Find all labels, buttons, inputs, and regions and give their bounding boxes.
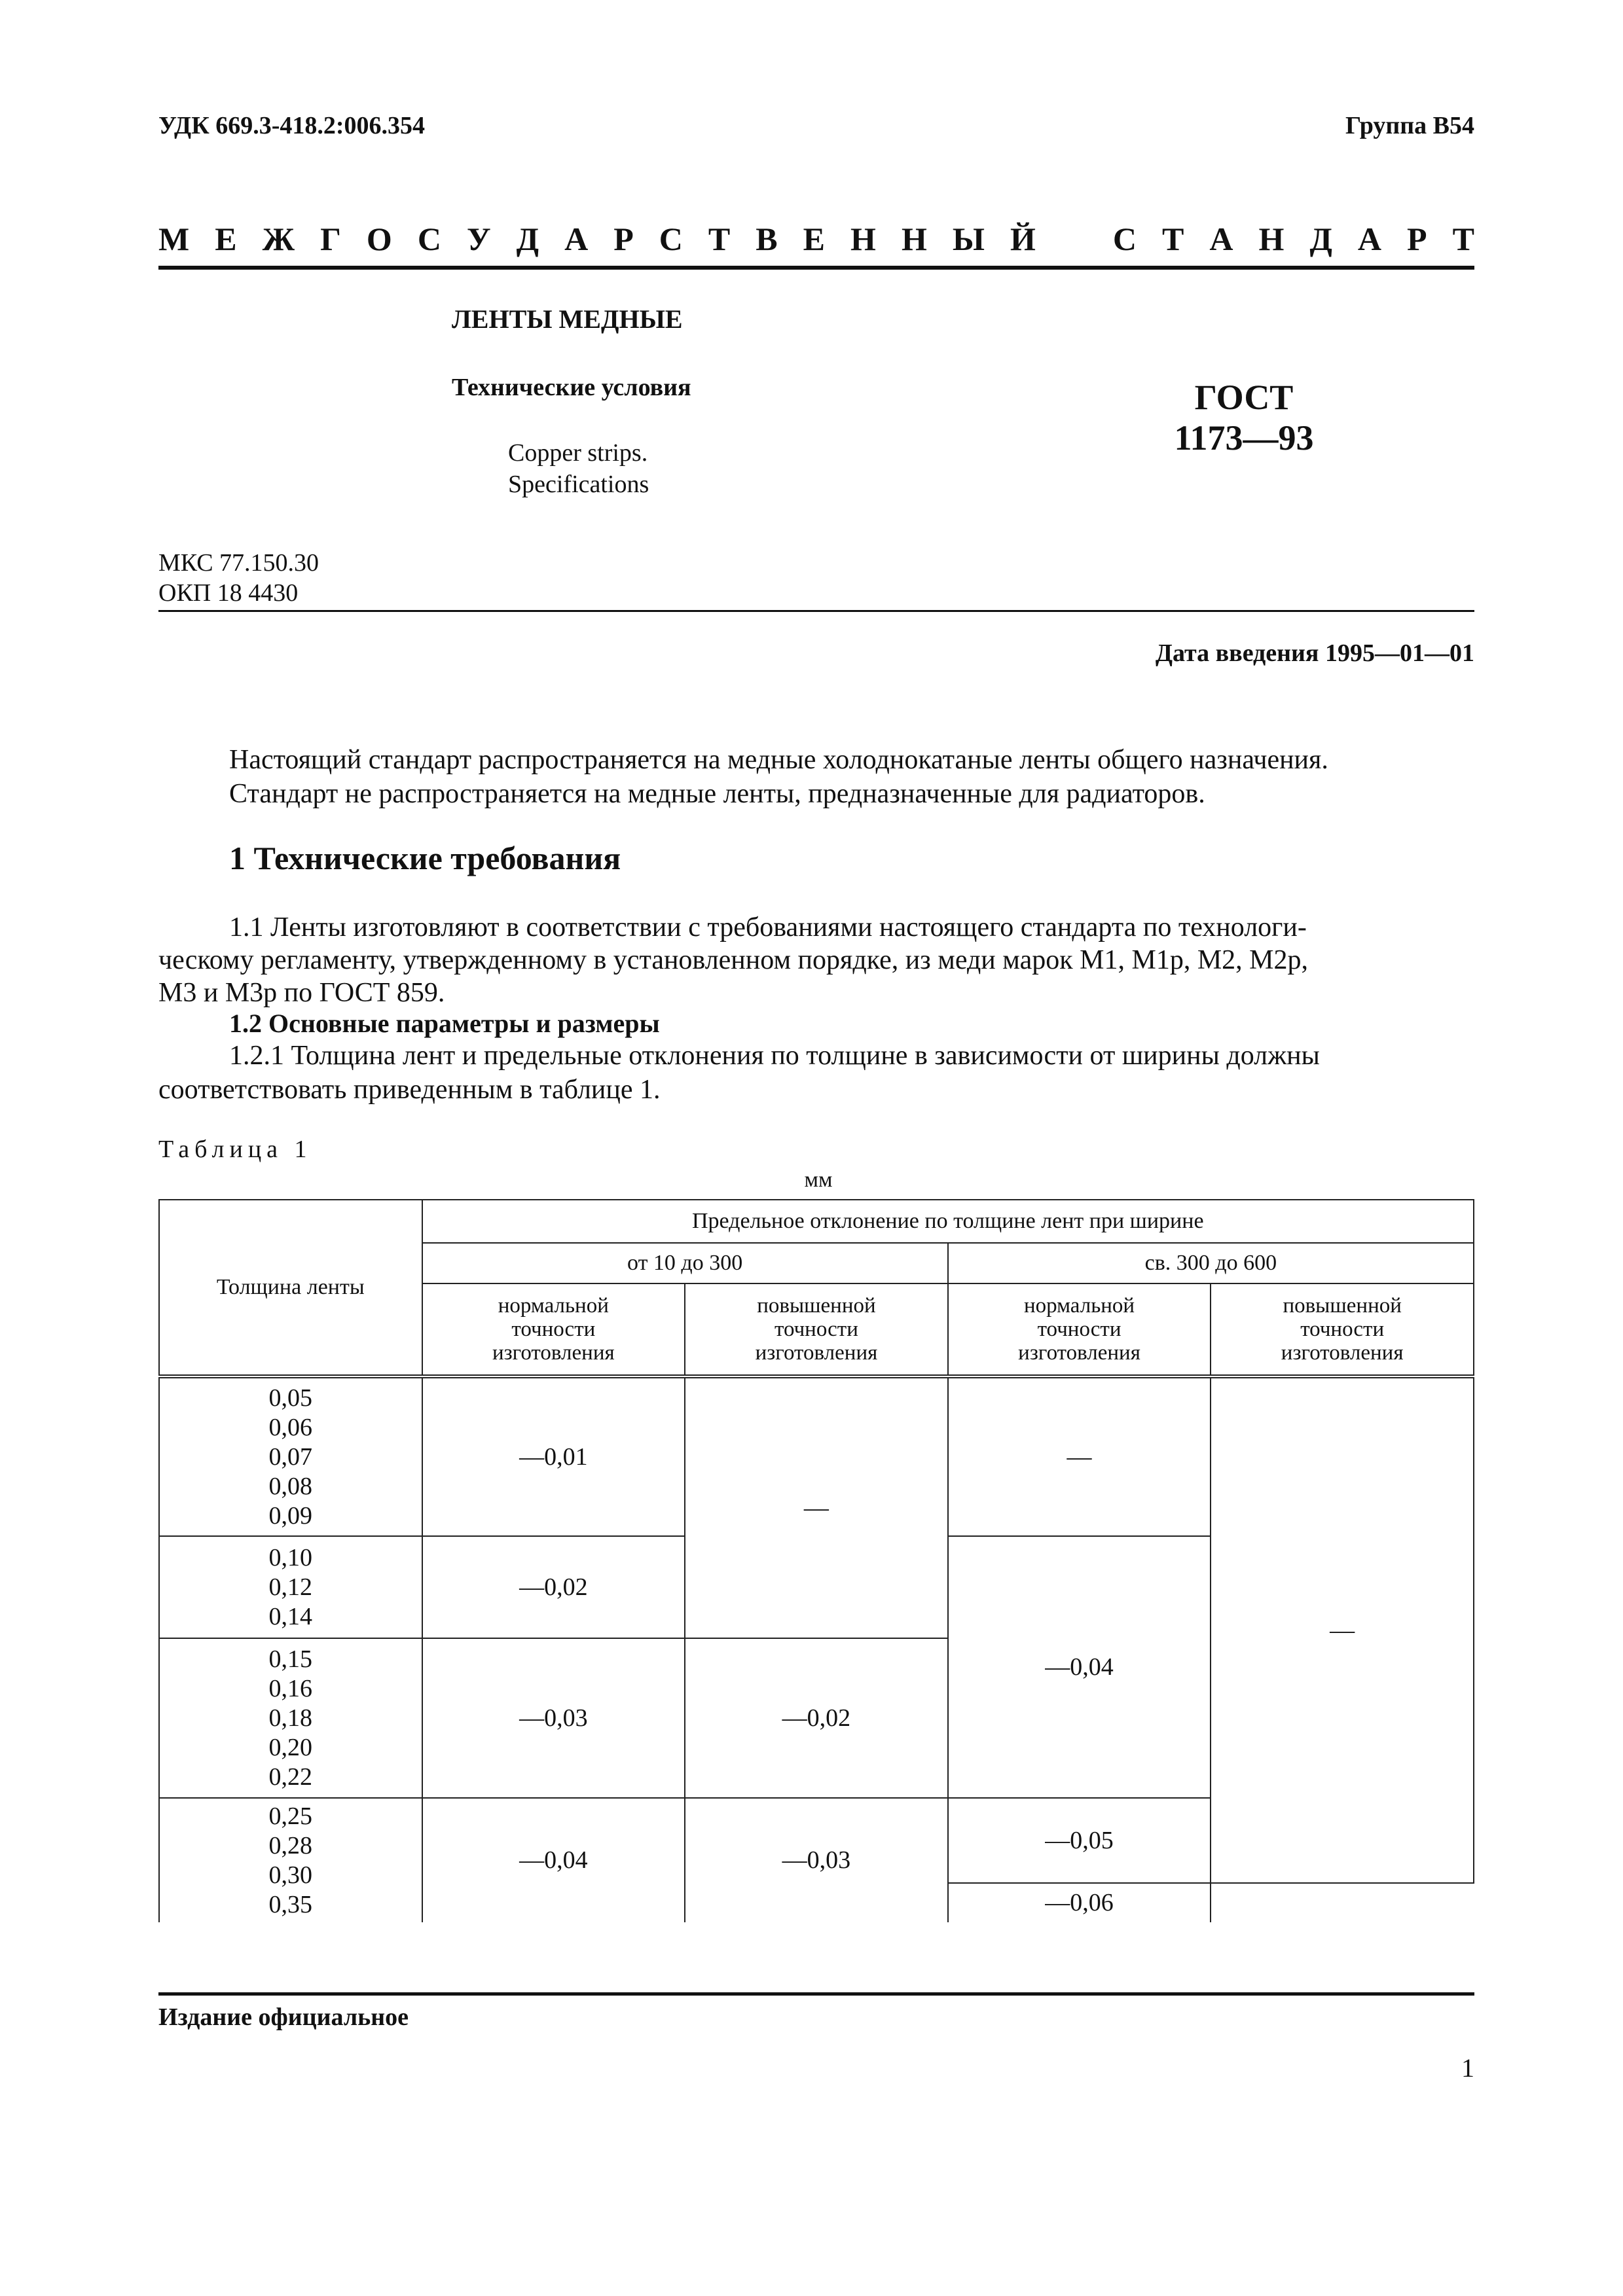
letter: А	[1209, 221, 1233, 257]
tolerance-cell: —0,02	[422, 1536, 685, 1638]
section-heading: 1 Технические требования	[229, 840, 621, 876]
thickness-cell	[159, 1638, 422, 1798]
thickness-cell	[159, 1376, 422, 1536]
tolerance-cell: —0,04	[948, 1536, 1211, 1798]
page-number: 1	[1461, 2053, 1474, 2083]
thickness-column-header: Толщина ленты	[159, 1200, 422, 1376]
standard-type-heading	[158, 220, 1474, 258]
thickness-value: 0,22	[268, 1763, 312, 1791]
thickness-value: 0,08	[268, 1472, 312, 1500]
subheader-text: изготовления	[755, 1341, 878, 1365]
gost-label: ГОСТ	[1194, 378, 1294, 417]
letter: Р	[613, 221, 634, 257]
letter: Т	[708, 221, 731, 257]
thickness-value: 0,15	[268, 1645, 312, 1673]
thickness-value: 0,20	[268, 1733, 312, 1761]
letter: Ы	[952, 221, 985, 257]
subheader-text: нормальной	[498, 1294, 609, 1318]
letter: В	[756, 221, 778, 257]
letter: Р	[1407, 221, 1427, 257]
subheader-text: изготовления	[1281, 1341, 1404, 1365]
letter: Т	[1162, 221, 1184, 257]
okp-code: ОКП 18 4430	[158, 579, 299, 607]
letter: Е	[803, 221, 825, 257]
letter: С	[659, 221, 683, 257]
thickness-value: 0,10	[268, 1543, 312, 1571]
thickness-value: 0,25	[268, 1802, 312, 1830]
letter: Д	[1309, 221, 1332, 257]
subheader-text: точности	[511, 1318, 596, 1341]
tolerance-cell: —	[1211, 1376, 1474, 1883]
thickness-value: 0,07	[268, 1443, 312, 1471]
tolerance-cell: —0,05	[948, 1798, 1211, 1883]
scope-line2: Стандарт не распространяется на медные ленты, предназначенные для радиаторов.	[229, 779, 1205, 809]
title: ЛЕНТЫ МЕДНЫЕ	[452, 304, 683, 334]
tolerance-cell: —0,02	[685, 1638, 948, 1798]
thickness-cell	[159, 1536, 422, 1638]
p11-line1: 1.1 Ленты изготовляют в соответствии с требованиями настоящего стандарта по технологи-	[229, 912, 1307, 942]
letter: Е	[215, 221, 237, 257]
letter: Ж	[262, 221, 295, 257]
subheader-text: изготовления	[1018, 1341, 1140, 1365]
width-range-b: св. 300 до 600	[948, 1243, 1474, 1283]
letter: А	[1357, 221, 1381, 257]
table-unit: мм	[804, 1168, 833, 1192]
letter: У	[466, 221, 491, 257]
subheader-text: точности	[1300, 1318, 1385, 1341]
thickness-cell	[159, 1798, 422, 1922]
title-en-line2: Specifications	[508, 471, 649, 498]
thickness-value: 0,18	[268, 1704, 312, 1732]
p11-line2: ческому регламенту, утвержденному в установленном порядке, из меди марок М1, М1р, М2, М2р,	[158, 945, 1309, 975]
p11-line3: М3 и М3р по ГОСТ 859.	[158, 978, 445, 1008]
tolerance-cell: —	[948, 1376, 1211, 1536]
width-range-a: от 10 до 300	[422, 1243, 948, 1283]
thickness-value: 0,14	[268, 1602, 312, 1630]
letter: Д	[516, 221, 539, 257]
heading-rule	[158, 266, 1474, 270]
group-code: Группа В54	[1345, 112, 1474, 139]
thickness-value: 0,30	[268, 1861, 312, 1889]
subtitle: Технические условия	[452, 374, 691, 401]
letter: Г	[320, 221, 341, 257]
p121-line1: 1.2.1 Толщина лент и предельные отклонения по толщине в зависимости от ширины должны	[229, 1041, 1320, 1071]
group-header: Предельное отклонение по толщине лент при ширине	[422, 1200, 1474, 1243]
letter: Н	[1258, 221, 1285, 257]
intro-date: Дата введения 1995—01—01	[1155, 639, 1474, 667]
letter: Й	[1010, 221, 1036, 257]
subheader-text: точности	[1037, 1318, 1122, 1341]
subheader-text: нормальной	[1023, 1294, 1135, 1318]
title-en-line1: Copper strips.	[508, 439, 648, 467]
thickness-value: 0,05	[268, 1384, 312, 1412]
letter: О	[366, 221, 392, 257]
letter: А	[564, 221, 589, 257]
letter: Н	[901, 221, 927, 257]
tolerance-cell: —0,01	[422, 1376, 685, 1536]
thickness-tolerance-table	[158, 1199, 1474, 1922]
thickness-value: 0,28	[268, 1831, 312, 1859]
letter: Н	[850, 221, 876, 257]
letter: Т	[1452, 221, 1474, 257]
subheader-text: повышенной	[1283, 1294, 1402, 1318]
mks-code: МКС 77.150.30	[158, 549, 319, 577]
subheader-a-normal	[422, 1283, 685, 1376]
subheader-text: изготовления	[492, 1341, 615, 1365]
scope-line1: Настоящий стандарт распространяется на медные холоднокатаные ленты общего назначения.	[229, 745, 1328, 775]
subheader-a-high	[685, 1283, 948, 1376]
tolerance-cell: —0,06	[948, 1883, 1211, 1922]
thickness-value: 0,09	[268, 1501, 312, 1530]
subheader-b-normal	[948, 1283, 1211, 1376]
subheader-b-high	[1211, 1283, 1474, 1376]
letter: С	[1112, 221, 1137, 257]
subheader-text: точности	[774, 1318, 858, 1341]
gost-number: 1173—93	[1174, 418, 1314, 457]
tolerance-cell: —	[685, 1376, 948, 1638]
subsection-heading: 1.2 Основные параметры и размеры	[229, 1009, 660, 1038]
thickness-value: 0,06	[268, 1413, 312, 1441]
letter: М	[158, 221, 190, 257]
subheader-text: повышенной	[757, 1294, 876, 1318]
udk-code: УДК 669.3-418.2:006.354	[158, 112, 426, 139]
footer-rule	[158, 1992, 1474, 1996]
table-caption: Таблица 1	[158, 1136, 312, 1163]
p121-line2: соответствовать приведенным в таблице 1.	[158, 1075, 661, 1105]
thickness-value: 0,16	[268, 1674, 312, 1702]
tolerance-cell: —0,04	[422, 1798, 685, 1922]
classification-rule	[158, 610, 1474, 612]
edition-note: Издание официальное	[158, 2003, 409, 2031]
tolerance-cell: —0,03	[685, 1798, 948, 1922]
tolerance-cell: —0,03	[422, 1638, 685, 1798]
thickness-value: 0,12	[268, 1573, 312, 1601]
thickness-value: 0,35	[268, 1890, 312, 1918]
letter: С	[417, 221, 441, 257]
